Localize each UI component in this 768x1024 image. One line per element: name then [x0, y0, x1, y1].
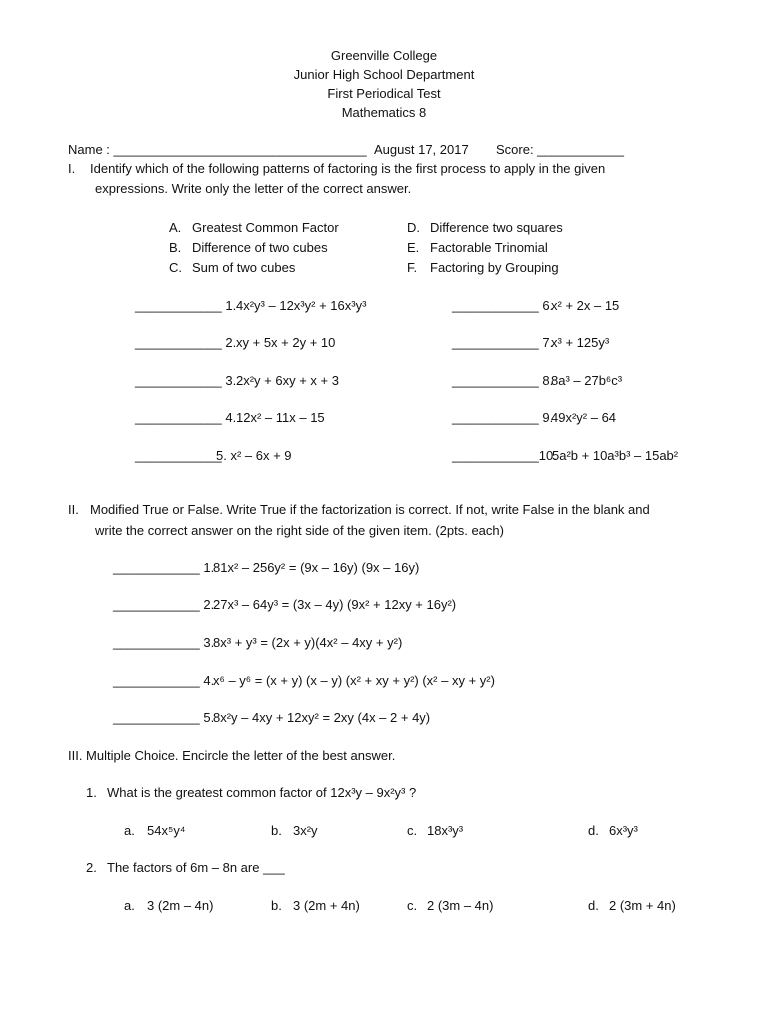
choice-text: Factorable Trinomial: [430, 240, 548, 255]
item-expression: 2x²y + 6xy + x + 3: [236, 373, 339, 388]
answer-blank[interactable]: ____________ 2.: [135, 335, 237, 350]
score-field: Score: ____________: [496, 142, 624, 157]
option-text: 2 (3m + 4n): [609, 898, 676, 913]
school-name: Greenville College: [330, 48, 438, 63]
answer-blank[interactable]: ____________ 3.: [113, 635, 215, 650]
answer-blank[interactable]: ____________ 7.: [452, 335, 554, 350]
question-number: 2.: [86, 860, 97, 875]
answer-blank[interactable]: ____________ 1.: [113, 560, 215, 575]
option-text: 6x³y³: [609, 823, 638, 838]
option-letter[interactable]: c.: [407, 823, 418, 838]
name-field: Name : ___________________________________: [68, 142, 367, 157]
question-number: 1.: [86, 785, 97, 800]
item-expression: x² + 2x – 15: [551, 298, 620, 313]
option-text: 3x²y: [293, 823, 318, 838]
option-letter[interactable]: d.: [588, 823, 599, 838]
part3-title: III. Multiple Choice. Encircle the letter of the best answer.: [68, 748, 396, 763]
answer-blank[interactable]: ____________: [135, 448, 222, 463]
item-expression: xy + 5x + 2y + 10: [236, 335, 336, 350]
item-expression: 5a²b + 10a³b³ – 15ab²: [552, 448, 679, 463]
part2-number: II.: [68, 502, 79, 517]
option-letter[interactable]: c.: [407, 898, 418, 913]
choice-letter: E.: [407, 240, 420, 255]
question-text: The factors of 6m – 8n are ___: [107, 860, 285, 875]
department: Junior High School Department: [293, 67, 475, 82]
answer-blank[interactable]: ____________ 4.: [135, 410, 237, 425]
answer-blank[interactable]: ____________10.: [452, 448, 557, 463]
option-text: 3 (2m – 4n): [147, 898, 214, 913]
choice-text: Difference two squares: [430, 220, 563, 235]
answer-blank[interactable]: ____________ 6.: [452, 298, 554, 313]
choice-letter: C.: [169, 260, 182, 275]
item-expression: 8x²y – 4xy + 12xy² = 2xy (4x – 2 + 4y): [213, 710, 431, 725]
item-expression: 4x²y³ – 12x³y² + 16x³y³: [236, 298, 367, 313]
item-expression: x⁶ – y⁶ = (x + y) (x – y) (x² + xy + y²) (x² – xy + y²): [213, 673, 495, 688]
item-expression: 8x³ + y³ = (2x + y)(4x² – 4xy + y²): [213, 635, 403, 650]
test-title: First Periodical Test: [327, 86, 441, 101]
option-text: 54x⁵y⁴: [147, 823, 186, 838]
choice-letter: D.: [407, 220, 420, 235]
question-text: What is the greatest common factor of 12x³y – 9x²y³ ?: [107, 785, 417, 800]
option-letter[interactable]: b.: [271, 898, 282, 913]
part2-instruction-line1: Modified True or False. Write True if the factorization is correct. If not, write False in the blank and: [90, 502, 650, 517]
answer-blank[interactable]: ____________ 4.: [113, 673, 215, 688]
choice-text: Sum of two cubes: [192, 260, 296, 275]
option-text: 18x³y³: [427, 823, 464, 838]
item-expression: x³ + 125y³: [551, 335, 610, 350]
option-text: 2 (3m – 4n): [427, 898, 494, 913]
answer-blank[interactable]: ____________ 3.: [135, 373, 237, 388]
item-expression: 12x² – 11x – 15: [236, 410, 325, 425]
option-letter[interactable]: d.: [588, 898, 599, 913]
answer-blank[interactable]: ____________ 2.: [113, 597, 215, 612]
item-expression: 81x² – 256y² = (9x – 16y) (9x – 16y): [213, 560, 420, 575]
choice-text: Factoring by Grouping: [430, 260, 559, 275]
option-letter[interactable]: a.: [124, 898, 135, 913]
item-expression: 8a³ – 27b⁶c³: [551, 373, 623, 388]
choice-letter: A.: [169, 220, 182, 235]
option-text: 3 (2m + 4n): [293, 898, 360, 913]
choice-text: Difference of two cubes: [192, 240, 328, 255]
part1-instruction-line2: expressions. Write only the letter of the correct answer.: [95, 181, 412, 196]
answer-blank[interactable]: ____________ 9.: [452, 410, 554, 425]
answer-blank[interactable]: ____________ 1.: [135, 298, 237, 313]
choice-letter: B.: [169, 240, 182, 255]
choice-letter: F.: [407, 260, 418, 275]
subject: Mathematics 8: [341, 105, 427, 120]
test-date: August 17, 2017: [374, 142, 469, 157]
option-letter[interactable]: a.: [124, 823, 135, 838]
part1-number: I.: [68, 161, 76, 176]
part1-instruction-line1: Identify which of the following patterns of factoring is the first process to apply in the given: [90, 161, 606, 176]
item-expression: 49x²y² – 64: [551, 410, 617, 425]
part2-instruction-line2: write the correct answer on the right side of the given item. (2pts. each): [95, 523, 504, 538]
item-expression: 5. x² – 6x + 9: [216, 448, 292, 463]
option-letter[interactable]: b.: [271, 823, 282, 838]
answer-blank[interactable]: ____________ 8.: [452, 373, 554, 388]
choice-text: Greatest Common Factor: [192, 220, 339, 235]
item-expression: 27x³ – 64y³ = (3x – 4y) (9x² + 12xy + 16y²): [213, 597, 457, 612]
answer-blank[interactable]: ____________ 5.: [113, 710, 215, 725]
